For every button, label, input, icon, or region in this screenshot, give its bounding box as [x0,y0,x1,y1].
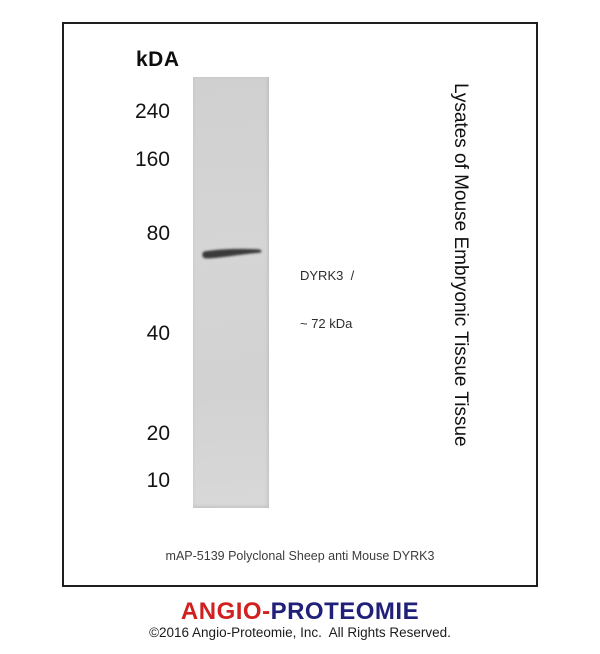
band-annotation-protein: DYRK3 / [300,268,355,283]
blot-lane [193,77,269,508]
brand-logo-secondary: PROTEOMIE [270,598,420,625]
copyright-text: ©2016 Angio-Proteomie, Inc. All Rights Reserved. [149,625,451,640]
band-annotation-size: ~ 72 kDa [300,316,353,331]
mw-marker-10: 10 [146,469,170,492]
mw-marker-240: 240 [134,100,170,123]
brand-logo [0,598,600,626]
band-annotation [300,236,354,364]
brand-logo-primary: ANGIO- [180,598,271,625]
figure-caption: mAP-5139 Polyclonal Sheep anti Mouse DYRK3 [165,549,435,563]
mw-marker-80: 80 [146,222,170,245]
mw-marker-40: 40 [146,322,170,345]
protein-band-graphic [193,77,269,508]
mw-marker-20: 20 [146,422,170,445]
mw-marker-160: 160 [134,148,170,171]
protein-band [202,249,261,258]
molecular-weight-unit-label: kDA [136,48,180,71]
sample-description-vertical-label: Lysates of Mouse Embryonic Tissue Tissue [450,83,471,447]
